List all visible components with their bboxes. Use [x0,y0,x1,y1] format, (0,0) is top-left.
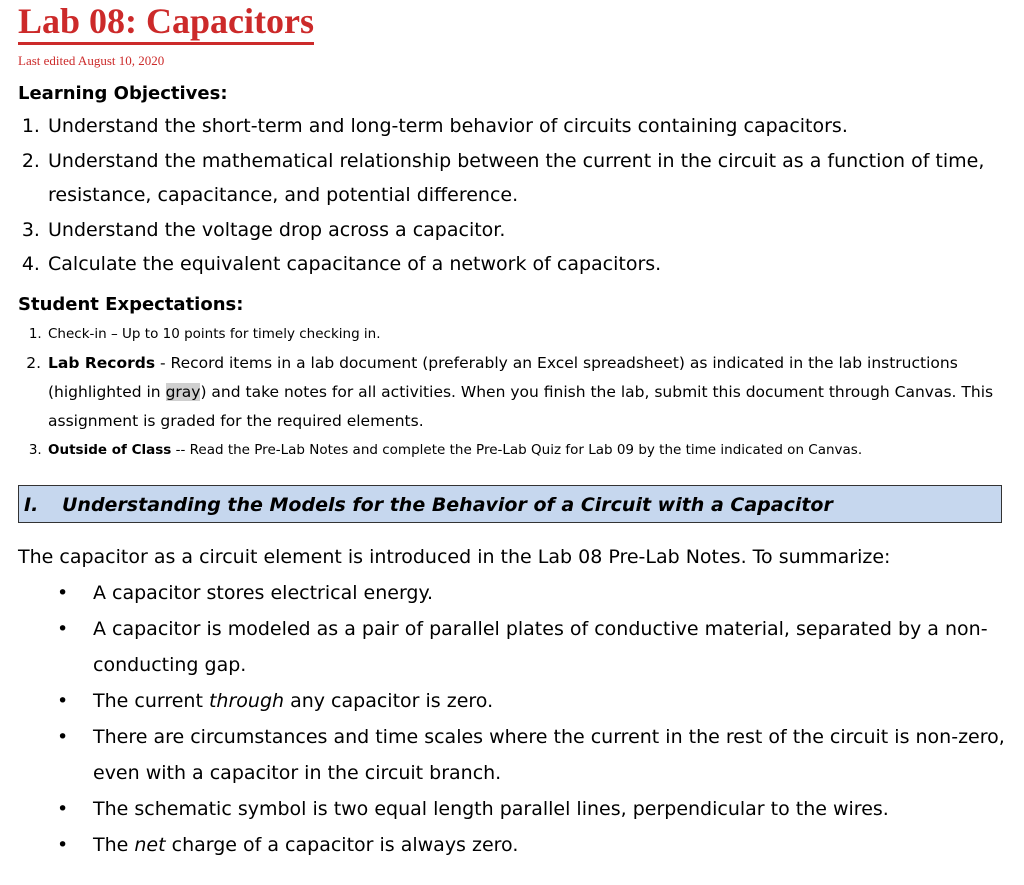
expectation-label: Lab Records [48,353,156,372]
objective-item: 3. Understand the voltage drop across a capacitor. [46,213,1008,248]
bullet-text: any capacitor is zero. [284,689,494,712]
document-page [18,0,1008,863]
expectation-text: - Record items in a lab document (preferably an Excel spreadsheet) as indicated in the lab instructions (highlighted in [48,353,958,401]
summary-bullet [93,683,1008,719]
bullet-text: The current [93,689,209,712]
bullet-text: The [93,833,135,856]
student-expectations-list [18,320,1008,465]
page-title: Lab 08: Capacitors [18,0,314,45]
summary-bullet: • A capacitor stores electrical energy. [93,575,1008,611]
expectation-item [46,349,1008,436]
last-edited-note: Last edited August 10, 2020 [18,53,165,68]
expectation-text: -- Read the Pre-Lab Notes and complete the Pre-Lab Quiz for Lab 09 by the time indicated on Canvas. [171,441,863,458]
summary-bullet: • The schematic symbol is two equal length parallel lines, perpendicular to the wires. [93,791,1008,827]
expectation-item [46,436,1008,465]
section-intro: The capacitor as a circuit element is introduced in the Lab 08 Pre-Lab Notes. To summarize: [18,545,891,568]
gray-highlight: gray [165,382,201,401]
section-title: Understanding the Models for the Behavior of a Circuit with a Capacitor [62,493,833,516]
bullet-emphasis: net [134,833,166,856]
section-heading-box [18,485,1002,523]
summary-bullet: • There are circumstances and time scales where the current in the rest of the circuit is non-zero, even with a capacitor in the circuit branch. [93,719,1008,791]
learning-objectives-list [18,109,1008,282]
learning-objectives-heading: Learning Objectives: [18,83,228,104]
bullet-text: charge of a capacitor is always zero. [165,833,519,856]
summary-bullet [93,827,1008,863]
student-expectations-heading: Student Expectations: [18,293,244,315]
expectation-text: ) and take notes for all activities. When you finish the lab, submit this document through Canvas. This assignment is graded for the required elements. [48,382,994,430]
section-number: I. [24,493,39,516]
expectation-item [46,320,1008,349]
expectation-label: Outside of Class [48,441,172,458]
objective-item: 2. Understand the mathematical relationship between the current in the circuit as a function of time, resistance, capacitance, and potential difference. [46,144,1008,213]
expectation-text: Check-in – Up to 10 points for timely checking in. [48,325,381,342]
objective-item: 4. Calculate the equivalent capacitance of a network of capacitors. [46,247,1008,282]
summary-bullet: • A capacitor is modeled as a pair of parallel plates of conductive material, separated by a non-conducting gap. [93,611,1008,683]
bullet-emphasis: through [208,689,285,712]
capacitor-summary-list [18,575,1008,863]
objective-item: 1. Understand the short-term and long-term behavior of circuits containing capacitors. [46,109,1008,144]
